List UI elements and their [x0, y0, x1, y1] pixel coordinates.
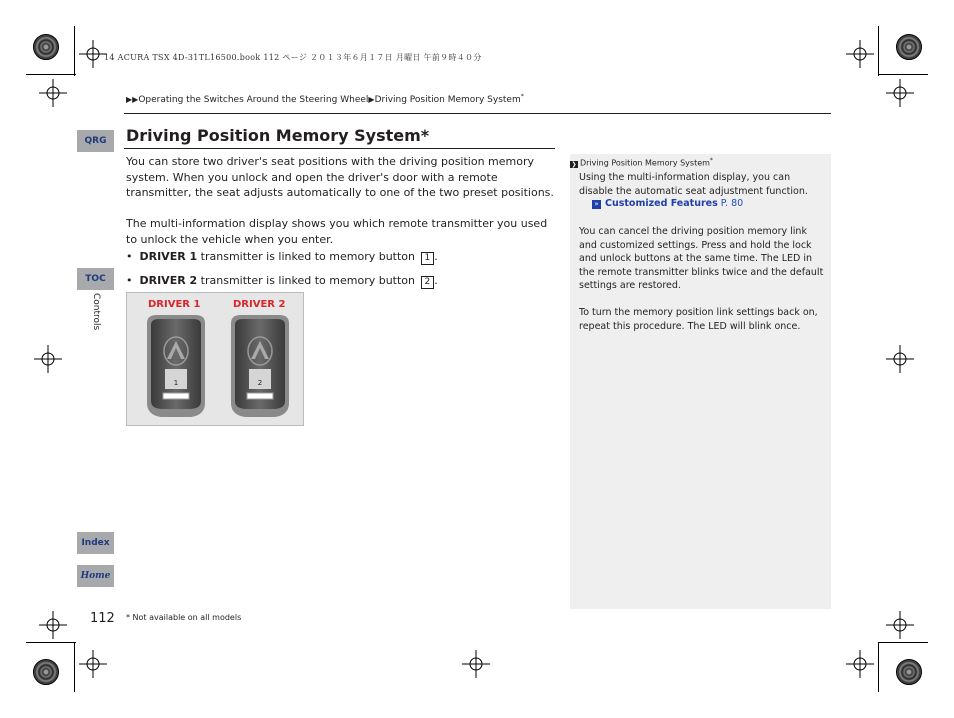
remote-transmitter-illustration	[126, 292, 304, 426]
display-paragraph: The multi-information display shows you which remote transmitter you used to unlock the vehicle when you enter.	[126, 217, 548, 246]
double-arrow-icon: ▶▶	[126, 95, 139, 104]
page-number: 112	[90, 611, 115, 626]
index-tab[interactable]: Index	[77, 532, 114, 554]
customized-features-link[interactable]	[592, 198, 743, 209]
crosshair-icon	[34, 345, 62, 373]
bullet-label: DRIVER 1	[139, 250, 198, 263]
title-text: Driving Position Memory System	[126, 126, 421, 145]
arrow-icon: ▶	[368, 95, 375, 104]
title-divider	[124, 148, 555, 149]
bullet-driver2	[126, 274, 438, 289]
notes-panel	[570, 154, 831, 609]
crosshair-icon	[79, 40, 107, 68]
key-fob-1-icon	[147, 315, 205, 417]
notes-paragraph-3: To turn the memory position link settings back on, repeat this procedure. The LED will blink once.	[579, 307, 818, 332]
breadcrumb-mark: *	[520, 93, 524, 100]
crosshair-icon	[846, 40, 874, 68]
crosshair-icon	[79, 650, 107, 678]
intro-paragraph: You can store two driver's seat positions with the driving position memory system. When you unlock and open the driver's door with a remote transmitter, the seat adjusts automatically to one of the two preset positions.	[126, 155, 554, 199]
breadcrumb	[126, 93, 524, 105]
driver2-label: DRIVER 2	[233, 299, 286, 310]
fob-2-number: 2	[257, 379, 263, 387]
note-icon: ❯	[571, 160, 577, 168]
toc-tab[interactable]: TOC	[77, 268, 114, 290]
crosshair-icon	[39, 79, 67, 107]
crosshair-icon	[886, 79, 914, 107]
bullet-text: transmitter is linked to memory button	[197, 274, 419, 287]
crosshair-icon	[886, 611, 914, 639]
footnote: * Not available on all models	[126, 613, 242, 622]
crosshair-icon	[886, 345, 914, 373]
home-tab[interactable]: Home	[77, 565, 114, 587]
link-arrow-icon: »	[592, 200, 601, 209]
crosshair-icon	[462, 650, 490, 678]
link-label[interactable]: Customized Features	[605, 198, 718, 209]
bullet-text: transmitter is linked to memory button	[197, 250, 419, 263]
crosshair-icon	[846, 650, 874, 678]
memory-button-1-icon: 1	[421, 252, 435, 265]
fob-1-number: 1	[173, 379, 179, 387]
breadcrumb-level1[interactable]: Operating the Switches Around the Steering Wheel	[138, 95, 369, 105]
notes-title-mark: *	[709, 157, 713, 164]
bullet-end: .	[434, 250, 438, 263]
breadcrumb-divider	[124, 113, 831, 114]
notes-paragraph-1: Using the multi-information display, you can disable the automatic seat adjustment function.	[579, 172, 808, 197]
key-fob-drawing	[127, 293, 303, 425]
key-fob-2-icon	[231, 315, 289, 417]
section-label-controls: Controls	[91, 293, 101, 331]
notes-paragraph-2: You can cancel the driving position memory link and customized settings. Press and hold the lock and unlock buttons at the same time. The LED in the remote transmitter blinks twice and the default settings are restored.	[579, 226, 824, 291]
qrg-tab[interactable]: QRG	[77, 130, 114, 152]
title-mark: *	[420, 126, 430, 145]
driver1-label: DRIVER 1	[148, 299, 201, 310]
notes-title	[570, 157, 713, 168]
bullet-driver1	[126, 250, 438, 265]
file-header: 14 ACURA TSX 4D-31TL16500.book 112 ページ ２０１３年６月１７日 月曜日 午前９時４０分	[104, 53, 482, 62]
bullet-dot: •	[126, 274, 140, 287]
bullet-label: DRIVER 2	[139, 274, 198, 287]
memory-button-2-icon: 2	[421, 276, 435, 289]
page-title	[126, 126, 429, 145]
bullet-end: .	[434, 274, 438, 287]
breadcrumb-level2[interactable]: Driving Position Memory System	[374, 95, 521, 105]
crosshair-icon	[39, 611, 67, 639]
bullet-dot: •	[126, 250, 140, 263]
notes-title-text: Driving Position Memory System	[580, 158, 710, 168]
link-page[interactable]: P. 80	[720, 198, 744, 209]
